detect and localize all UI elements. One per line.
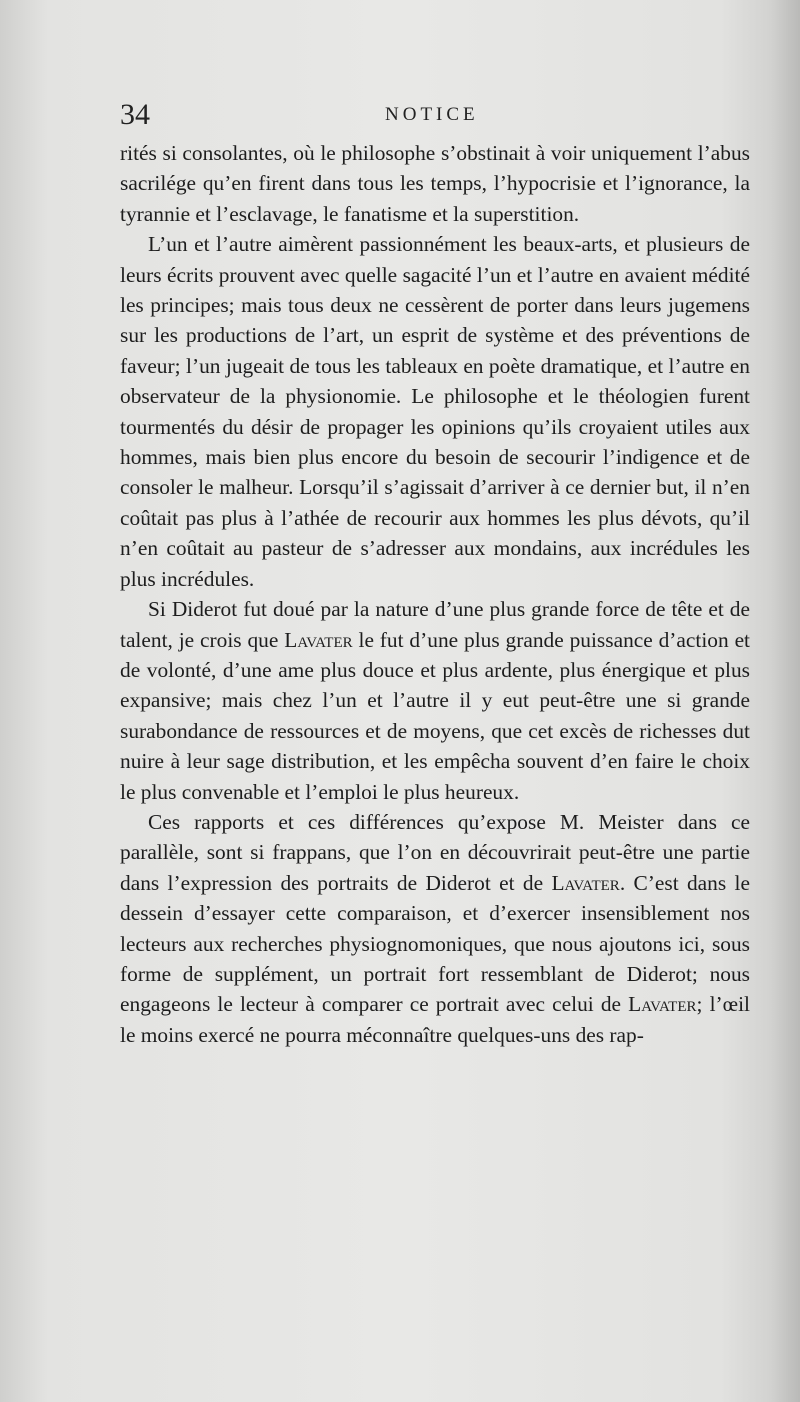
- paragraph-4-part-1: Ces rapports et ces différences qu’expose M. Meister dans ce parallèle, sont si frappans, que l’on en découvrirait peut-être une partie dans l’expression des portraits de Diderot et de: [120, 809, 750, 895]
- page-edge-shadow: [770, 0, 800, 1402]
- page-header: [120, 98, 752, 138]
- name-lavater: Lavater: [628, 992, 697, 1017]
- running-title: NOTICE: [385, 104, 479, 125]
- paragraph-2: L’un et l’autre aimèrent passionnément les beaux-arts, et plusieurs de leurs écrits prouvent avec quelle sagacité l’un et l’autre en avaient médité les principes; mais tous deux ne cessèrent de porter dans leurs jugemens sur les productions de l’art, un esprit de système et des préventions de faveur; l’un jugeait de tous les tableaux en poète dramatique, et l’autre en observateur de la physionomie. Le philosophe et le théologien furent tourmentés du désir de propager les opinions qu’ils croyaient utiles aux hommes, mais bien plus encore du besoin de secourir l’indigence et de consoler le malheur. Lorsqu’il s’agissait d’arriver à ce dernier but, il n’en coûtait pas plus à l’athée de recourir aux hommes les plus dévots, qu’il n’en coûtait au pasteur de s’adresser aux mondains, aux incrédules les plus incrédules.: [120, 232, 750, 591]
- paragraph-4-part-2: . C’est dans le dessein d’essayer cette comparaison, et d’exercer insensiblement nos lecteurs aux recherches physiognomoniques, que nous ajoutons ici, sous forme de supplément, un portrait fort ressemblant de Diderot; nous engageons le lecteur à comparer ce portrait avec celui de: [120, 870, 750, 1017]
- name-lavater: Lavater: [284, 627, 353, 652]
- paragraph-3: [120, 594, 750, 807]
- paragraph-3-part-2: le fut d’une plus grande puissance d’action et de volonté, d’une ame plus douce et plus ardente, plus énergique et plus expansive; mais chez l’un et l’autre il y eut peut-être une si grande surabondance de ressources et de moyens, que cet excès de richesses dut nuire à leur sage distribution, et les empêcha souvent d’en faire le choix le plus convenable et l’emploi le plus heureux.: [120, 627, 750, 804]
- paragraph-4-part-3: ; l’œil le moins exercé ne pourra méconnaître quelques-uns des rap-: [120, 992, 750, 1047]
- paragraph-3-part-1: Si Diderot fut doué par la nature d’une plus grande force de tête et de talent, je crois que: [120, 597, 750, 652]
- page-number: 34: [120, 98, 150, 131]
- paragraph-4: [120, 807, 750, 1050]
- body-text: [120, 138, 750, 1050]
- name-lavater: Lavater: [551, 870, 620, 895]
- paragraph-1: rités si consolantes, où le philosophe s’obstinait à voir uniquement l’abus sacrilége qu’en firent dans tous les temps, l’hypocrisie et l’ignorance, la tyrannie et l’esclavage, le fanatisme et la superstition.: [120, 141, 750, 226]
